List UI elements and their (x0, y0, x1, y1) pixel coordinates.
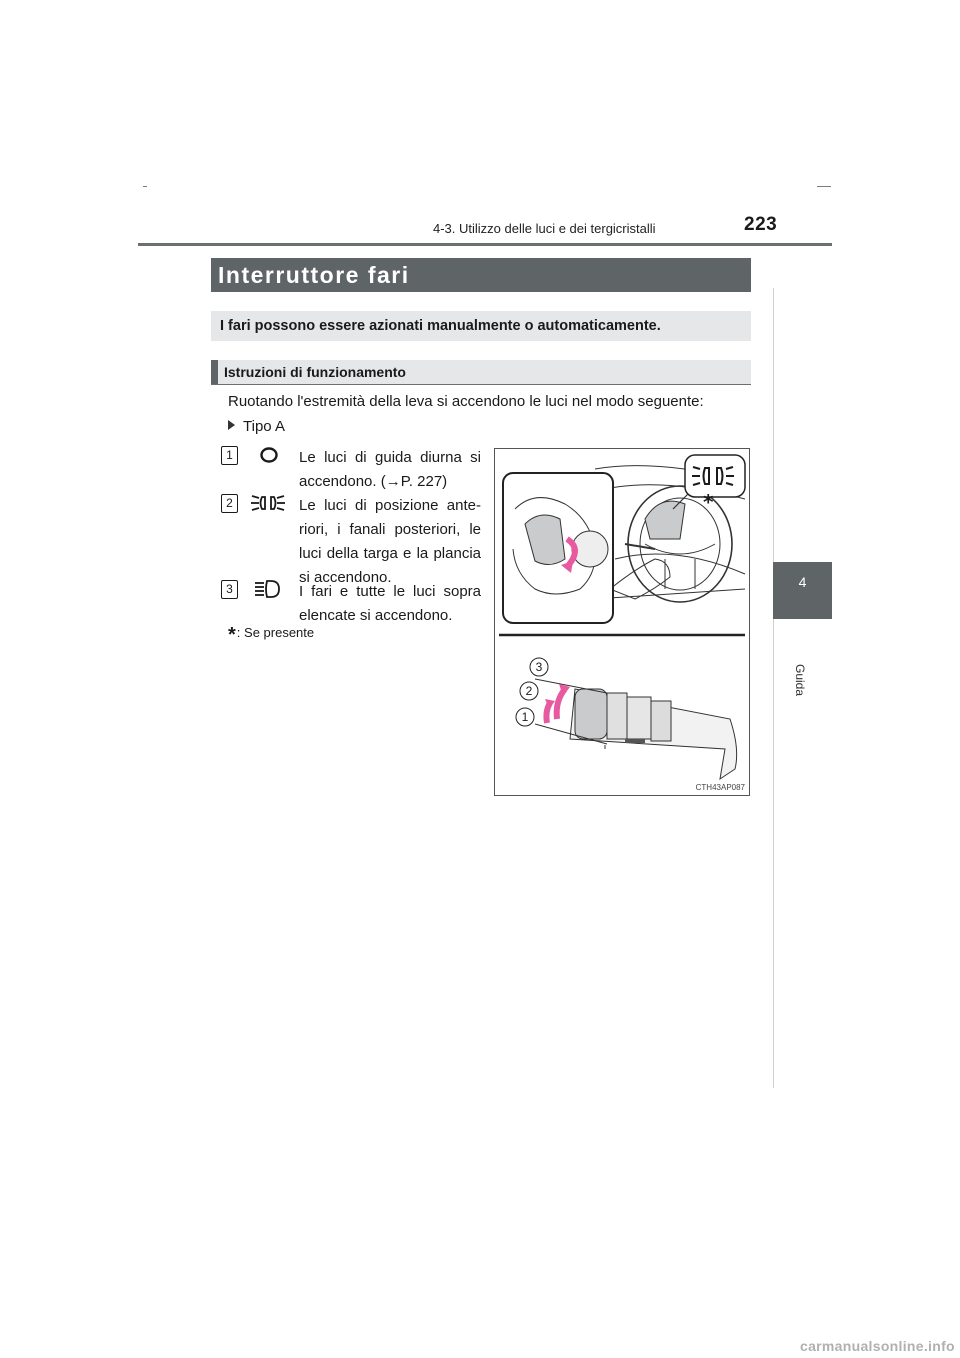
footnote: *: Se presente (228, 624, 315, 646)
position-lights-icon (250, 492, 286, 514)
running-header: 4-3. Utilizzo delle luci e dei tergicristalli (433, 221, 656, 236)
page-number: 223 (744, 214, 778, 235)
crop-mark-right (817, 186, 831, 187)
item-text-2: Le luci di posizione ante-riori, i fanali posteriori, le luci della targa e la plancia si accendono. (299, 497, 481, 586)
header-rule (138, 243, 832, 246)
daytime-running-light-icon (258, 446, 280, 464)
illustration-drawing (495, 449, 749, 795)
watermark: carmanualsonline.info (800, 1338, 955, 1354)
callout-3: 3 (535, 660, 543, 674)
item-number-1: 1 (221, 446, 238, 465)
section-intro: I fari possono essere azionati manualmente o automaticamente. (211, 311, 751, 341)
chapter-label: Guida (793, 663, 807, 697)
body-paragraph: Ruotando l'estremità della leva si accendono le luci nel modo seguente: (228, 393, 704, 410)
item-number-3: 3 (221, 580, 238, 599)
chapter-tab (773, 562, 832, 619)
section-title: Interruttore fari (211, 258, 751, 292)
item-number-2: 2 (221, 494, 238, 513)
type-label: Tipo A (228, 418, 285, 435)
callout-2: 2 (525, 684, 533, 698)
callout-1: 1 (521, 710, 529, 724)
subsection-rule (211, 384, 751, 385)
crop-mark-left (143, 186, 147, 187)
triangle-bullet-icon (228, 420, 235, 430)
figure-code: CTH43AP087 (695, 783, 745, 792)
figure-star: * (703, 490, 714, 514)
illustration-headlight-switch (494, 448, 750, 796)
item-text-3: I fari e tutte le luci sopra elencate si accendono. (299, 583, 481, 624)
chapter-number: 4 (798, 574, 807, 590)
item-text-1: Le luci di guida diurna si accendono. (→P. 227) (299, 449, 481, 490)
subsection-title: Istruzioni di funzionamento (211, 360, 751, 384)
headlight-icon (253, 578, 281, 600)
